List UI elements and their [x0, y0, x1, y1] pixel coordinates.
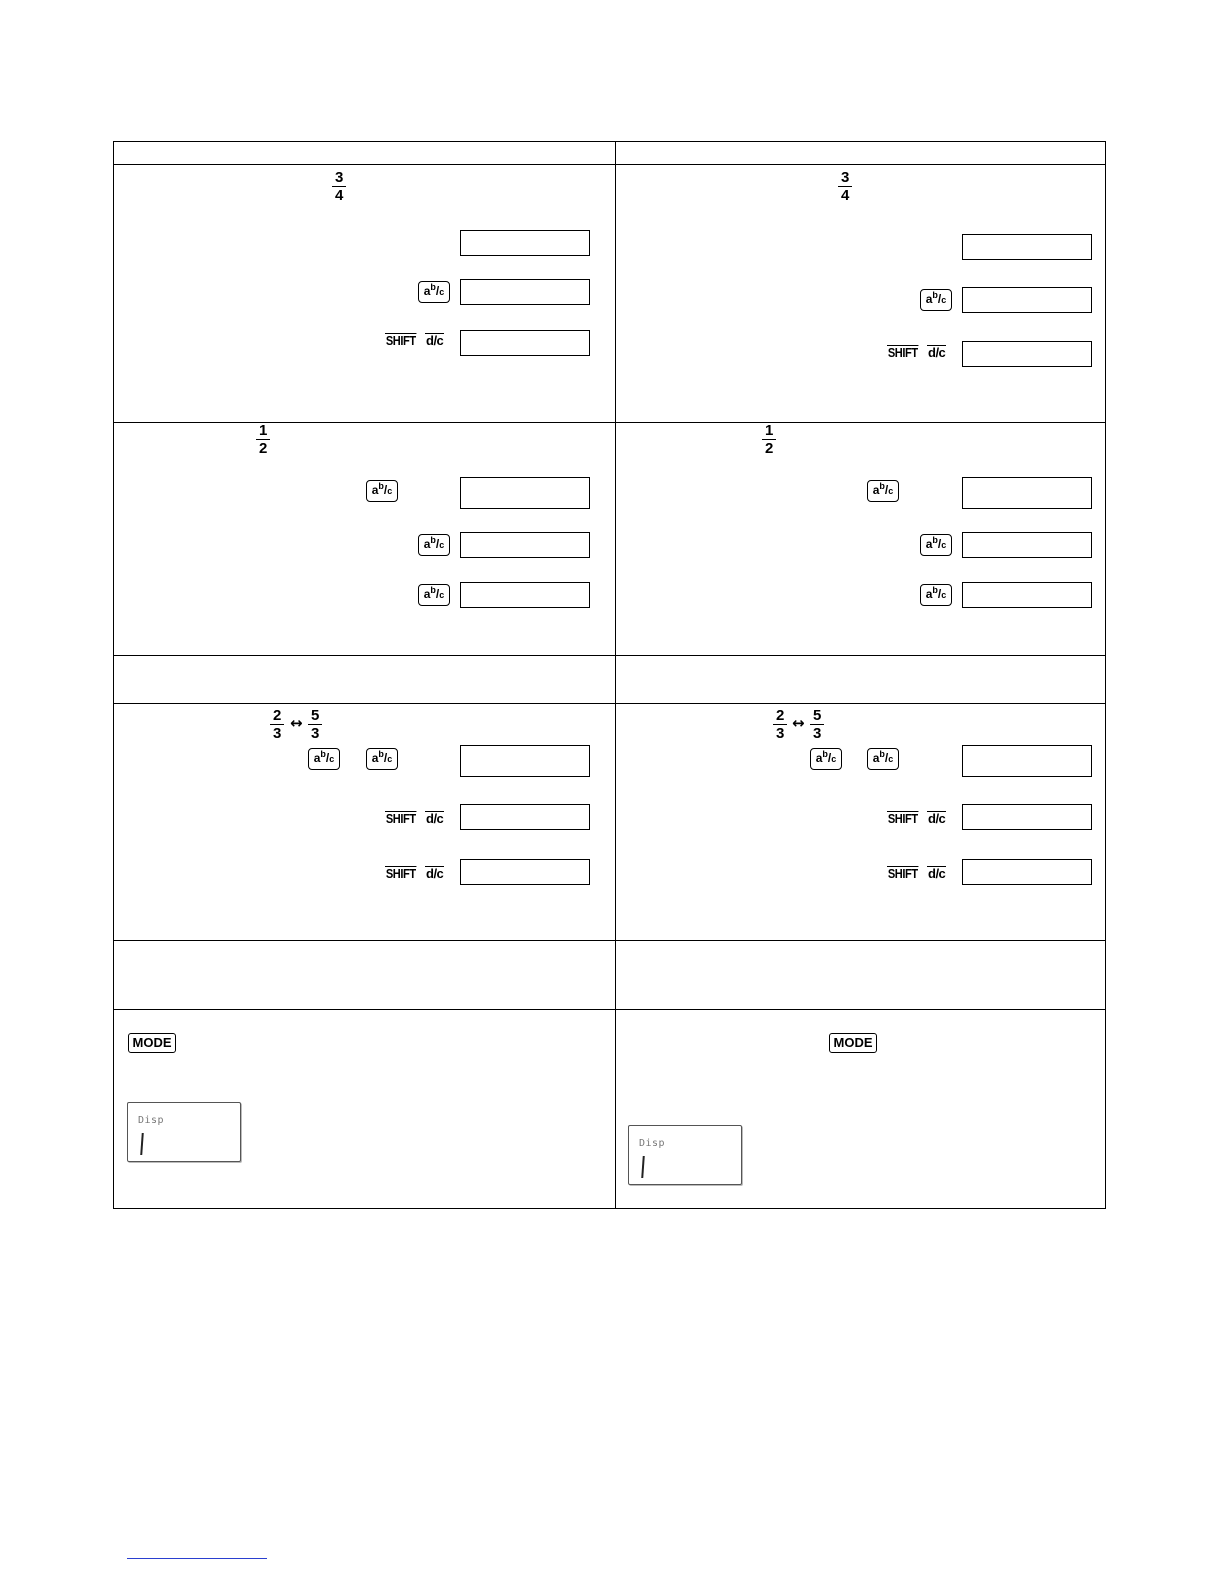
fraction-key[interactable]: $a^b/c$ [308, 748, 340, 770]
shift-key[interactable]: SHIFT [385, 811, 416, 826]
fraction-three-quarters [838, 170, 852, 203]
fraction-five-thirds [308, 708, 322, 741]
key-sup: b [932, 535, 938, 545]
fraction-one-half [762, 423, 776, 456]
key-sub: c [439, 540, 445, 550]
conversion-arrow: ↔ [792, 714, 805, 732]
fraction-denominator: 3 [273, 725, 282, 742]
lcd-digit [140, 1133, 144, 1155]
key-sup: b [822, 749, 828, 759]
display-box [962, 745, 1092, 777]
fraction-two-thirds [270, 708, 284, 741]
display-box [460, 804, 590, 830]
key-sup: b [378, 749, 384, 759]
fraction-denominator: 2 [765, 440, 774, 457]
row-divider [114, 164, 1105, 165]
display-box [460, 330, 590, 356]
lcd-display [127, 1102, 241, 1162]
fraction-two-thirds [773, 708, 787, 741]
key-label: a [925, 292, 933, 306]
fraction-numerator: 2 [270, 708, 284, 725]
fraction-numerator: 1 [762, 423, 776, 440]
key-label: a [423, 587, 431, 601]
fraction-key[interactable]: $a^b/c$ [810, 748, 842, 770]
shift-key[interactable]: SHIFT [887, 866, 918, 881]
key-sub: c [387, 754, 393, 764]
display-box [460, 859, 590, 885]
fraction-key[interactable]: $a^b/c$ [366, 480, 398, 502]
key-sub: c [329, 754, 335, 764]
dc-key[interactable]: d/c [426, 811, 444, 826]
key-label: a [815, 751, 823, 765]
display-box [962, 341, 1092, 367]
mode-key[interactable]: MODE [128, 1033, 176, 1053]
display-box [962, 582, 1092, 608]
lcd-title: Disp [639, 1138, 666, 1149]
fraction-key[interactable]: $a^b/c$ [418, 584, 450, 606]
display-box [962, 287, 1092, 313]
mode-key[interactable]: MODE [829, 1033, 877, 1053]
key-label: a [872, 751, 880, 765]
shift-key[interactable]: SHIFT [385, 333, 416, 348]
lcd-title: Disp [138, 1115, 165, 1126]
lcd-display [628, 1125, 742, 1185]
fraction-denominator: 2 [259, 440, 268, 457]
fraction-numerator: 3 [332, 170, 346, 187]
dc-key[interactable]: d/c [928, 811, 946, 826]
row-divider [114, 703, 1105, 704]
display-box [460, 230, 590, 256]
shift-key[interactable]: SHIFT [887, 345, 918, 360]
dc-key[interactable]: d/c [426, 333, 444, 348]
shift-key[interactable]: SHIFT [887, 811, 918, 826]
key-sup: b [932, 290, 938, 300]
key-label: a [925, 587, 933, 601]
key-sup: b [879, 481, 885, 491]
dc-key[interactable]: d/c [928, 345, 946, 360]
fraction-denominator: 3 [776, 725, 785, 742]
fraction-key[interactable]: $a^b/c$ [867, 748, 899, 770]
fraction-key[interactable]: $a^b/c$ [366, 748, 398, 770]
fraction-five-thirds [810, 708, 824, 741]
key-label: a [313, 751, 321, 765]
display-box [962, 804, 1092, 830]
key-sub: c [941, 590, 947, 600]
key-sup: b [430, 535, 436, 545]
key-label: a [423, 537, 431, 551]
dc-key[interactable]: d/c [426, 866, 444, 881]
fraction-key[interactable]: $a^b/c$ [418, 281, 450, 303]
row-divider [114, 940, 1105, 941]
fraction-denominator: 3 [813, 725, 822, 742]
footer-link-underline[interactable] [127, 1558, 267, 1559]
key-sub: c [439, 287, 445, 297]
display-box [962, 234, 1092, 260]
key-sup: b [879, 749, 885, 759]
key-sup: b [932, 585, 938, 595]
key-sup: b [378, 481, 384, 491]
key-sub: c [831, 754, 837, 764]
key-sub: c [439, 590, 445, 600]
key-sub: c [941, 295, 947, 305]
row-divider [114, 655, 1105, 656]
key-sup: b [320, 749, 326, 759]
fraction-denominator: 4 [335, 187, 344, 204]
display-box [962, 477, 1092, 509]
fraction-key[interactable]: $a^b/c$ [920, 534, 952, 556]
fraction-key[interactable]: $a^b/c$ [920, 289, 952, 311]
conversion-arrow: ↔ [290, 714, 303, 732]
fraction-denominator: 3 [311, 725, 320, 742]
fraction-key[interactable]: $a^b/c$ [867, 480, 899, 502]
display-box [460, 582, 590, 608]
shift-key[interactable]: SHIFT [385, 866, 416, 881]
key-label: a [872, 483, 880, 497]
fraction-denominator: 4 [841, 187, 850, 204]
column-divider [615, 142, 616, 1208]
key-sub: c [387, 486, 393, 496]
display-box [460, 532, 590, 558]
fraction-numerator: 5 [810, 708, 824, 725]
key-sub: c [941, 540, 947, 550]
instruction-table [113, 141, 1106, 1209]
fraction-numerator: 5 [308, 708, 322, 725]
key-sup: b [430, 282, 436, 292]
fraction-numerator: 3 [838, 170, 852, 187]
fraction-one-half [256, 423, 270, 456]
fraction-numerator: 2 [773, 708, 787, 725]
key-sup: b [430, 585, 436, 595]
row-divider [114, 1009, 1105, 1010]
fraction-numerator: 1 [256, 423, 270, 440]
display-box [962, 859, 1092, 885]
dc-key[interactable]: d/c [928, 866, 946, 881]
display-box [962, 532, 1092, 558]
key-label: a [371, 483, 379, 497]
display-box [460, 279, 590, 305]
fraction-key[interactable]: $a^b/c$ [418, 534, 450, 556]
lcd-digit [641, 1156, 645, 1178]
key-label: a [423, 284, 431, 298]
fraction-three-quarters [332, 170, 346, 203]
key-label: a [371, 751, 379, 765]
display-box [460, 745, 590, 777]
display-box [460, 477, 590, 509]
fraction-key[interactable]: $a^b/c$ [920, 584, 952, 606]
key-label: a [925, 537, 933, 551]
key-sub: c [888, 754, 894, 764]
key-sub: c [888, 486, 894, 496]
